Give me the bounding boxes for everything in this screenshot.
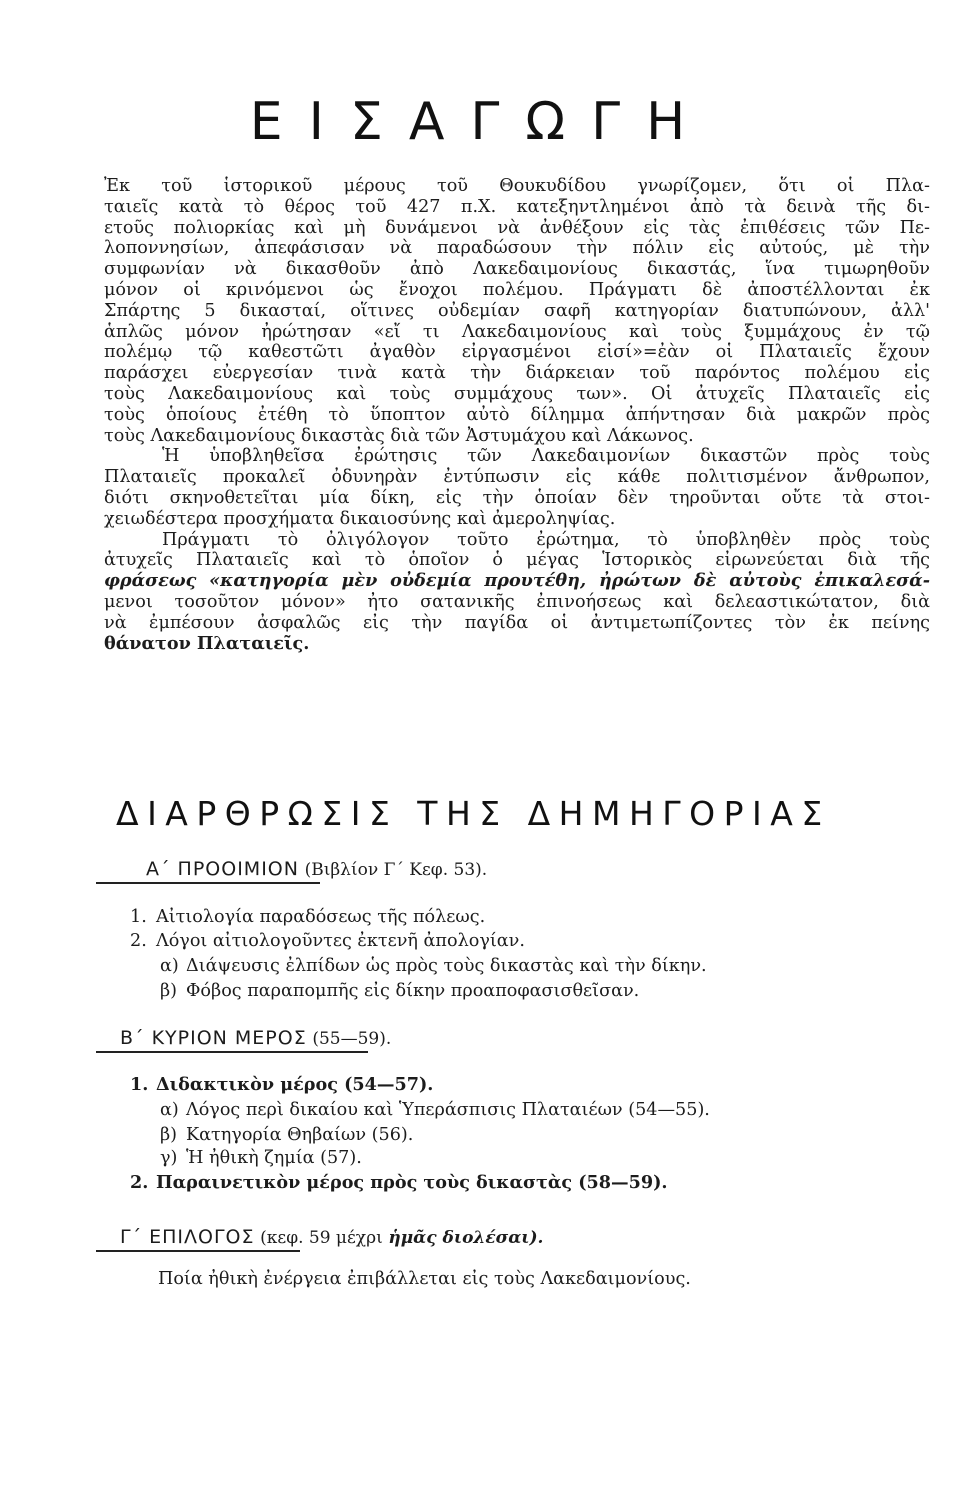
- section-c-heading: [120, 1226, 543, 1248]
- item-number: β): [160, 1125, 178, 1145]
- list-item: [160, 1099, 710, 1121]
- section-a-reference: (Βιβλίον Γ΄ Κεφ. 53).: [304, 860, 488, 880]
- item-text: Κατηγορία Θηβαίων (56).: [186, 1125, 414, 1145]
- list-item: [130, 906, 485, 928]
- item-text: Παραινετικὸν μέρος πρὸς τοὺς δικαστὰς (58—59).: [156, 1172, 668, 1193]
- section-a-title: Α΄ ΠΡΟΟΙΜΙΟΝ: [146, 858, 299, 880]
- text-line: ετοῦς πολιορκίας καὶ μὴ δυνάμενοι νὰ ἀνθέξουν εἰς τὰς ἐπιθέσεις τῶν Πε-: [104, 217, 930, 238]
- text-line: Πράγματι τὸ ὀλιγόλογον τοῦτο ἐρώτημα, τὸ ὑποβληθὲν πρὸς τοὺς: [162, 529, 930, 550]
- section-a-underline: [96, 882, 320, 884]
- item-number: γ): [160, 1148, 178, 1168]
- section-b-title: Β΄ ΚΥΡΙΟΝ ΜΕΡΟΣ: [120, 1027, 307, 1049]
- item-text: Λόγος περὶ δικαίου καὶ Ὑπεράσπισις Πλαταιέων (54—55).: [186, 1100, 710, 1120]
- item-text: Διδακτικὸν μέρος (54—57).: [156, 1074, 434, 1095]
- section-c-title: Γ΄ ΕΠΙΛΟΓΟΣ: [120, 1226, 255, 1248]
- text-line: λοποννησίων, ἀπεφάσισαν νὰ παραδώσουν τὴν πόλιν εἰς αὐτούς, μὲ τὴν: [104, 238, 930, 259]
- text-line: χειωδέστερα προσχήματα δικαιοσύνης καὶ ἀμεροληψίας.: [104, 508, 616, 529]
- page-title: ΕΙΣΑΓΩΓΗ: [249, 92, 712, 152]
- text-line: διότι σκηνοθετεῖται μία δίκη, εἰς τὴν ὁποίαν δὲν τηροῦνται οὔτε τὰ στοι-: [104, 487, 930, 508]
- item-number: 2.: [130, 931, 147, 951]
- text-line: νὰ ἐμπέσουν ἀσφαλῶς εἰς τὴν παγίδα οἱ ἀντιμετωπίζοντες τὸν ἐκ πείνης: [104, 612, 930, 633]
- text-line: θάνατον Πλαταιεῖς.: [104, 633, 310, 654]
- list-item: [130, 1074, 433, 1096]
- text-line: Ἐκ τοῦ ἱστορικοῦ μέρους τοῦ Θουκυδίδου γνωρίζομεν, ὅτι οἱ Πλα-: [104, 176, 930, 196]
- text-line: πολέμῳ τῷ καθεστῶτι ἀγαθὸν εἰργασμένοι εἰσί»=ἐὰν οἱ Πλαταιεῖς ἔχουν: [104, 342, 930, 363]
- text-line: ταιεῖς κατὰ τὸ θέρος τοῦ 427 π.Χ. κατεξηντλημένοι ἀπὸ τὰ δεινὰ τῆς δι-: [104, 196, 930, 217]
- section-title: ΔΙΑΡΘΡΩΣΙΣ ΤΗΣ ΔΗΜΗΓΟΡΙΑΣ: [116, 794, 831, 833]
- item-number: α): [160, 956, 179, 976]
- introduction-text: [104, 176, 930, 654]
- text-line: τοὺς Λακεδαιμονίους δικαστὰς διὰ τῶν Ἀστυμάχου καὶ Λάκωνος.: [104, 425, 694, 446]
- section-a-heading: [146, 858, 487, 880]
- item-text: Λόγοι αἰτιολογοῦντες ἐκτενῆ ἀπολογίαν.: [156, 931, 525, 951]
- text-line: τοὺς Λακεδαιμονίους καὶ τοὺς συμμάχους των». Οἱ ἀτυχεῖς Πλαταιεῖς εἰς: [104, 383, 930, 404]
- item-number: α): [160, 1100, 179, 1120]
- text-line: παράσχει εὐεργεσίαν τινὰ κατὰ τὴν διάρκειαν τοῦ παρόντος πολέμου εἰς: [104, 363, 930, 384]
- item-number: 1.: [130, 1074, 149, 1095]
- section-c-reference: (κεφ. 59 μέχρι: [260, 1228, 383, 1248]
- list-item: [130, 1172, 668, 1194]
- item-number: 2.: [130, 1172, 149, 1193]
- text-line: Πλαταιεῖς προκαλεῖ ὀδυνηρὰν ἐντύπωσιν εἰς κάθε πολιτισμένον ἄνθρωπον,: [104, 467, 930, 488]
- list-item: [160, 1124, 413, 1146]
- item-number: 1.: [130, 907, 147, 927]
- list-item: [130, 930, 525, 952]
- item-number: β): [160, 981, 178, 1001]
- section-c-reference-quote: ἡμᾶς διολέσαι).: [388, 1228, 544, 1248]
- list-item: [160, 955, 707, 977]
- item-text: Αἰτιολογία παραδόσεως τῆς πόλεως.: [156, 907, 486, 927]
- text-line: τοὺς ὁποίους ἐτέθη τὸ ὕποπτον αὐτὸ δίλημμα ἀπήντησαν διὰ μακρῶν πρὸς: [104, 404, 930, 425]
- item-text: Φόβος παραπομπῆς εἰς δίκην προαποφασισθεῖσαν.: [186, 981, 640, 1001]
- section-b-heading: [120, 1027, 391, 1049]
- item-text: Διάψευσις ἐλπίδων ὡς πρὸς τοὺς δικαστὰς καὶ τὴν δίκην.: [186, 956, 707, 976]
- item-text: Ἡ ἠθικὴ ζημία (57).: [186, 1148, 362, 1168]
- list-item: [160, 1147, 362, 1169]
- text-line: Σπάρτης 5 δικασταί, οἵτινες οὐδεμίαν σαφῆ κατηγορίαν διατυπώνουν, ἀλλ': [104, 300, 930, 321]
- section-b-underline: [96, 1051, 368, 1053]
- text-line: μόνον οἱ κρινόμενοι ὡς ἔνοχοι πολέμου. Πράγματι δὲ ἀποστέλλονται ἐκ: [104, 279, 930, 300]
- text-line: φράσεως «κατηγορία μὲν οὐδεμία προυτέθη, ἠρώτων δὲ αὐτοὺς ἐπικαλεσά-: [104, 571, 930, 592]
- text-line: Ἡ ὑποβληθεῖσα ἐρώτησις τῶν Λακεδαιμονίων δικαστῶν πρὸς τοὺς: [162, 446, 930, 467]
- closing-line: Ποία ἠθικὴ ἐνέργεια ἐπιβάλλεται εἰς τοὺς Λακεδαιμονίους.: [158, 1269, 691, 1289]
- section-c-underline: [96, 1250, 300, 1252]
- text-line: μενοι τοσοῦτον μόνον» ἦτο σατανικῆς ἐπινοήσεως καὶ δελεαστικώτατον, διὰ: [104, 591, 930, 612]
- list-item: [160, 980, 639, 1002]
- section-b-reference: (55—59).: [312, 1029, 392, 1049]
- text-line: συμφωνίαν νὰ δικασθοῦν ἀπὸ Λακεδαιμονίους δικαστάς, ἵνα τιμωρηθοῦν: [104, 259, 930, 280]
- text-line: ἀτυχεῖς Πλαταιεῖς καὶ τὸ ὁποῖον ὁ μέγας Ἱστορικὸς εἰρωνεύεται διὰ τῆς: [104, 550, 930, 571]
- text-line: ἁπλῶς μόνον ἠρώτησαν «εἴ τι Λακεδαιμονίους καὶ τοὺς ξυμμάχους ἐν τῷ: [104, 321, 930, 342]
